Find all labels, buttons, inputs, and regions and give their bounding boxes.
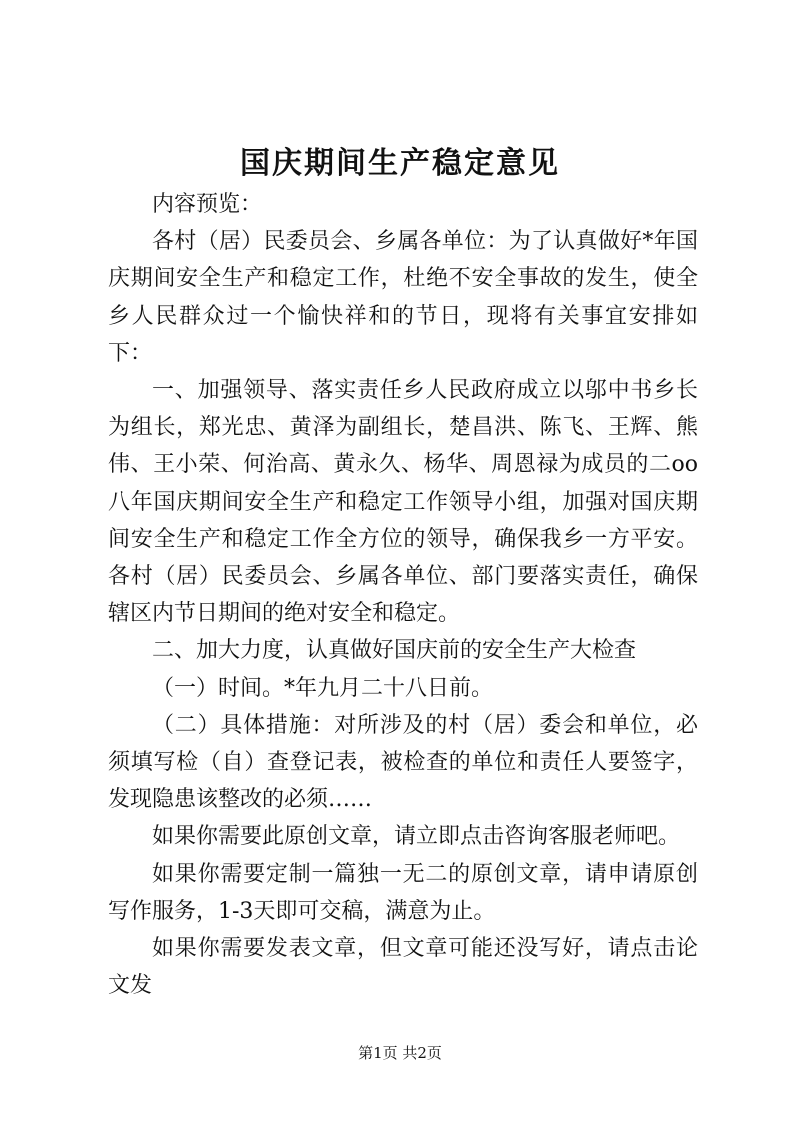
document-title: 国庆期间生产稳定意见 <box>240 146 560 181</box>
document-body <box>108 186 698 1004</box>
paragraph-section-two: 二、加大力度，认真做好国庆前的安全生产大检查 <box>152 638 637 664</box>
paragraph-preview-label: 内容预览： <box>152 192 263 217</box>
paragraph-time: （一）时间。*年九月二十八日前。 <box>152 675 494 701</box>
paragraph-promo-consult: 如果你需要此原创文章，请立即点击咨询客服老师吧。 <box>152 824 681 850</box>
paragraph-section-one: 一、加强领导、落实责任乡人民政府成立以邬中书乡长为组长，郑光忠、黄泽为副组长，楚昌洪、陈飞、王辉、熊伟、王小荣、何治高、黄永久、杨华、周恩禄为成员的二oo八年国庆期间安全生产和稳定工作领导小组，加强对国庆期间安全生产和稳定工作全方位的领导，确保我乡一方平安。各村（居）民委员会、乡属各单位、部门要落实责任，确保辖区内节日期间的绝对安全和稳定。 <box>108 378 698 627</box>
paragraph-measures: （二）具体措施：对所涉及的村（居）委会和单位，必须填写检（自）查登记表，被检查的单位和责任人要签字，发现隐患该整改的必须…… <box>108 712 698 813</box>
paragraph-promo-publish: 如果你需要发表文章，但文章可能还没写好，请点击论文发 <box>108 936 698 999</box>
page-number-footer: 第1页 共2页 <box>358 1044 442 1062</box>
paragraph-promo-custom: 如果你需要定制一篇独一无二的原创文章，请申请原创写作服务，1-3天即可交稿，满意为止。 <box>108 861 698 924</box>
paragraph-intro: 各村（居）民委员会、乡属各单位：为了认真做好*年国庆期间安全生产和稳定工作，杜绝不安全事故的发生，使全乡人民群众过一个愉快祥和的节日，现将有关事宜安排如下： <box>108 229 698 366</box>
